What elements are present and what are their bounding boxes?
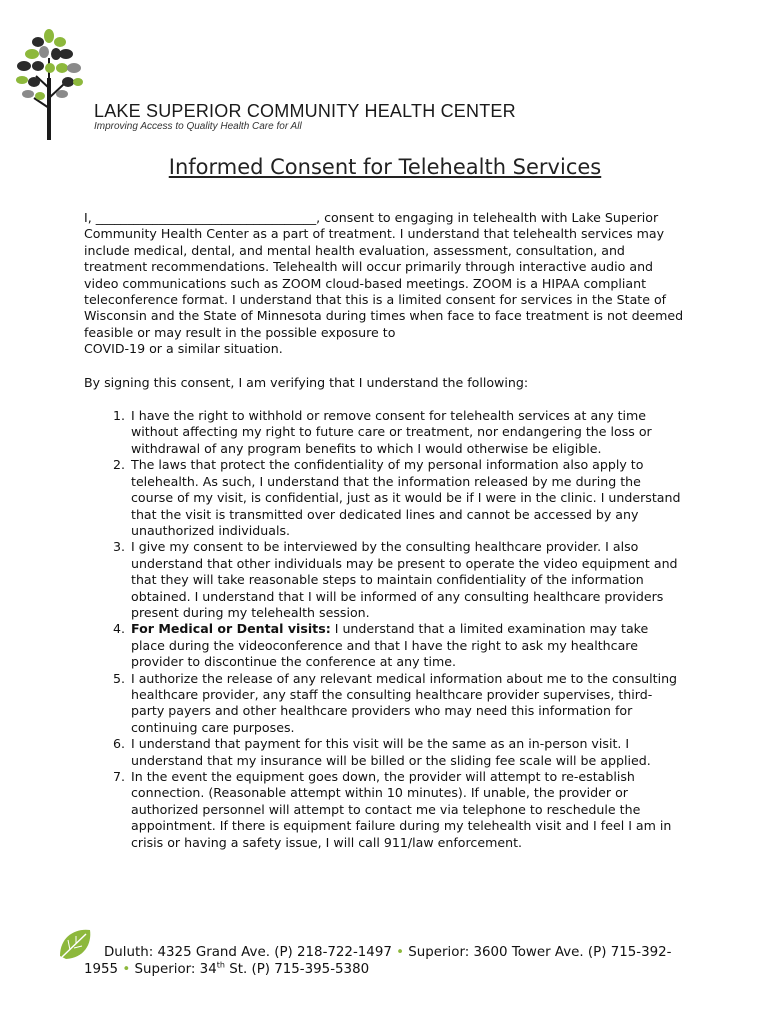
verify-sentence: By signing this consent, I am verifying that I understand the following: bbox=[84, 374, 529, 390]
list-item: 2. The laws that protect the confidentiality of my personal information also apply to telehealth. As such, I understand that the information released by me during the course of my visit, is confidential, just as it would be if I were in the clinic. I understand that the visit is transmitted over dedicated lines and cannot be accessed by any unauthorized individuals. bbox=[129, 457, 684, 539]
list-item: 6. I understand that payment for this visit will be the same as an in-person visit. I understand that my insurance will be billed or the sliding fee scale will be applied. bbox=[129, 736, 684, 769]
org-name: LAKE SUPERIOR COMMUNITY HEALTH CENTER bbox=[94, 101, 516, 121]
tree-logo-icon bbox=[14, 28, 84, 140]
footer-addresses bbox=[84, 944, 674, 978]
consent-body bbox=[84, 210, 684, 851]
list-item: 3. I give my consent to be interviewed by the consulting healthcare provider. I also understand that other individuals may be present to operate the video equipment and that they will take reasonable steps to maintain confidentiality of the information obtained. I understand that I will be informed of any consulting healthcare providers present during my telehealth session. bbox=[129, 539, 684, 621]
page-title: Informed Consent for Telehealth Services bbox=[168, 155, 602, 179]
footer-duluth: Duluth: 4325 Grand Ave. (P) 218-722-1497 bbox=[104, 945, 392, 960]
org-tagline: Improving Access to Quality Health Care for All bbox=[94, 121, 302, 132]
list-item: 7. In the event the equipment goes down, the provider will attempt to re-establish connection. (Reasonable attempt within 10 minutes). If unable, the provider or authorized personnel will attempt to contact me via telephone to reschedule the appointment. If there is equipment failure during my telehealth visit and I feel I am in crisis or having a safety issue, I will call 911/law enforcement. bbox=[129, 769, 684, 851]
separator-dot: • bbox=[118, 962, 135, 977]
list-item: 4. For Medical or Dental visits: I understand that a limited examination may take place during the videoconference and that I have the right to ask my healthcare provider to discontinue the conference at any time. bbox=[129, 621, 684, 670]
separator-dot: • bbox=[391, 945, 409, 960]
consent-list bbox=[84, 408, 684, 851]
list-item-bold-label: For Medical or Dental visits: bbox=[131, 621, 331, 637]
footer-superior-34th: Superior: 34th St. (P) 715-395-5380 bbox=[134, 960, 370, 977]
list-item: 5. I authorize the release of any relevant medical information about me to the consulting healthcare provider, any staff the consulting healthcare provider supervises, third-party payers and other healthcare providers who may need this information for continuing care purposes. bbox=[129, 671, 684, 737]
name-blank-line[interactable]: ___________________________________ bbox=[95, 210, 317, 225]
intro-paragraph: I, ___________________________________, consent to engaging in telehealth with Lake Superior Community Health Center as a part of treatment. I understand that telehealth services may include medical, dental, and mental health evaluation, assessment, consultation, and treatment recommendations. Telehealth will occur primarily through interactive audio and video communications such as ZOOM cloud-based meetings. ZOOM is a HIPAA compliant teleconference format. I understand that this is a limited consent for services in the State of Wisconsin and the State of Minnesota during times when face to face treatment is not deemed feasible or may result in the possible exposure to COVID-19 or a similar situation. bbox=[84, 210, 684, 357]
list-item: 1. I have the right to withhold or remove consent for telehealth services at any time without affecting my right to future care or treatment, nor endangering the loss or withdrawal of any program benefits to which I would otherwise be eligible. bbox=[129, 408, 684, 457]
footer-superior-tower: Superior: 3600 Tower Ave. (P) 715-392-1955 bbox=[84, 945, 672, 977]
